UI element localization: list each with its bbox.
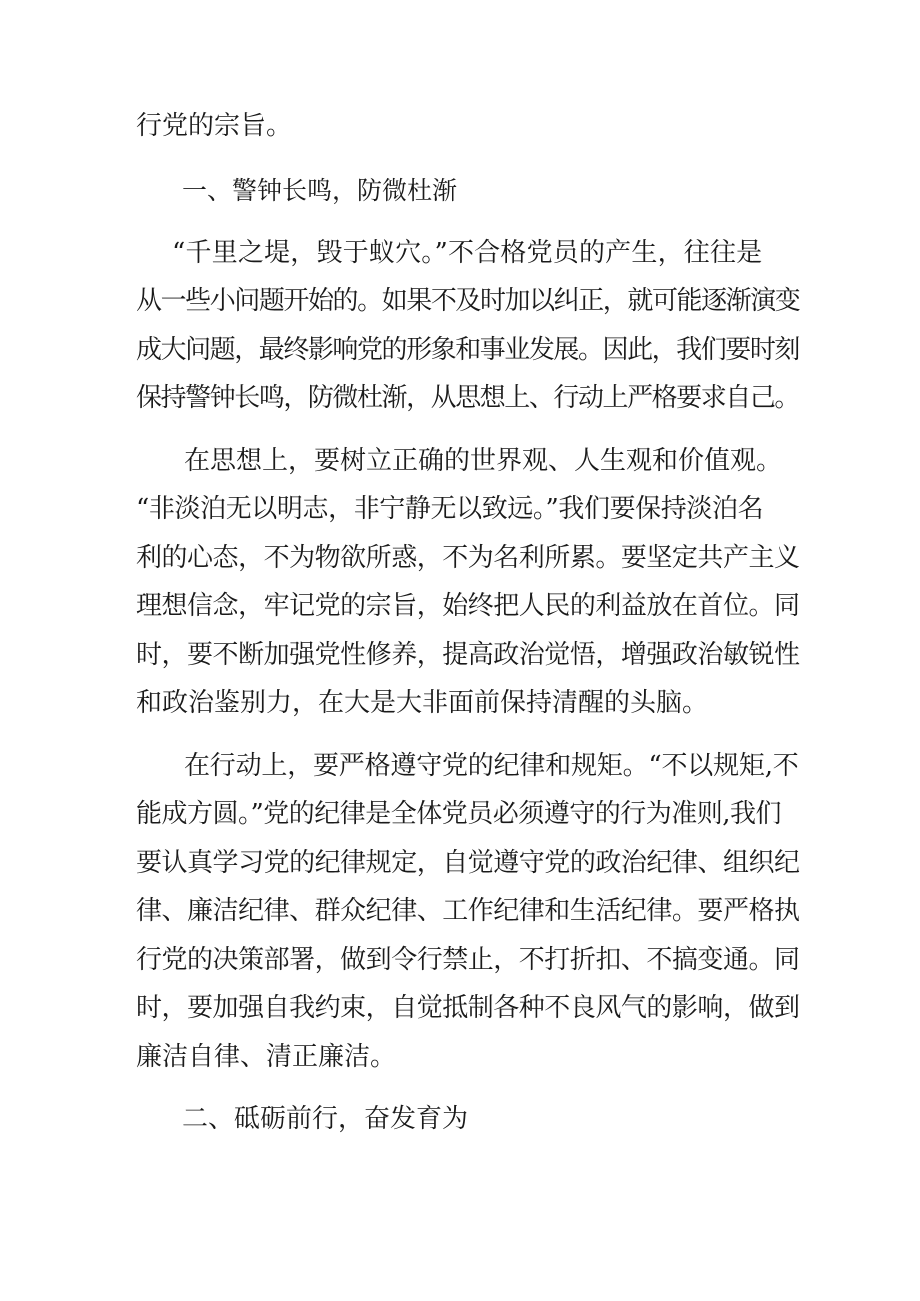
paragraph-3-line-4: 律、廉洁纪律、群众纪律、工作纪律和生活纪律。要严格执 bbox=[136, 896, 800, 926]
paragraph-1-line-3: 成大问题，最终影响党的形象和事业发展。因此，我们要时刻 bbox=[136, 335, 799, 365]
paragraph-3-line-1: 在行动上，要严格遵守党的纪律和规矩。“不以规矩,不 bbox=[184, 751, 799, 781]
paragraph-2-line-1: 在思想上，要树立正确的世界观、人生观和价值观。 bbox=[184, 446, 783, 476]
paragraph-3-line-2: 能成方圆。”党的纪律是全体党员必须遵守的行为准则,我们 bbox=[136, 799, 782, 829]
paragraph-2-line-2: “非淡泊无以明志，非宁静无以致远。”我们要保持淡泊名 bbox=[136, 494, 764, 524]
paragraph-1-line-1: “千里之堤，毁于蚁穴。”不合格党员的产生，往往是 bbox=[172, 238, 763, 268]
paragraph-1-line-2: 从一些小问题开始的。如果不及时加以纠正，就可能逐渐演变 bbox=[136, 286, 800, 316]
paragraph-2-line-4: 理想信念，牢记党的宗旨，始终把人民的利益放在首位。同 bbox=[136, 591, 800, 621]
paragraph-3-line-3: 要认真学习党的纪律规定，自觉遵守党的政治纪律、组织纪 bbox=[136, 848, 800, 878]
paragraph-1-line-4: 保持警钟长鸣，防微杜渐，从思想上、行动上严格要求自己。 bbox=[136, 383, 799, 413]
paragraph-2-line-3: 利的心态，不为物欲所惑，不为名利所累。要坚定共产主义 bbox=[136, 543, 800, 573]
paragraph-3-line-7: 廉洁自律、清正廉洁。 bbox=[136, 1042, 397, 1072]
paragraph-3-line-5: 行党的决策部署，做到令行禁止，不打折扣、不搞变通。同 bbox=[136, 945, 800, 975]
paragraph-2-line-5: 时，要不断加强党性修养，提高政治觉悟，增强政治敏锐性 bbox=[136, 640, 800, 670]
paragraph-2-line-6: 和政治鉴别力，在大是大非面前保持清醒的头脑。 bbox=[136, 688, 709, 718]
section-heading-2: 二、砥砺前行，奋发育为 bbox=[182, 1104, 469, 1134]
paragraph-3-line-6: 时，要加强自我约束，自觉抵制各种不良风气的影响，做到 bbox=[136, 993, 800, 1023]
continuation-text: 行党的宗旨。 bbox=[136, 111, 293, 141]
section-heading-1: 一、警钟长鸣，防微杜渐 bbox=[182, 176, 458, 205]
